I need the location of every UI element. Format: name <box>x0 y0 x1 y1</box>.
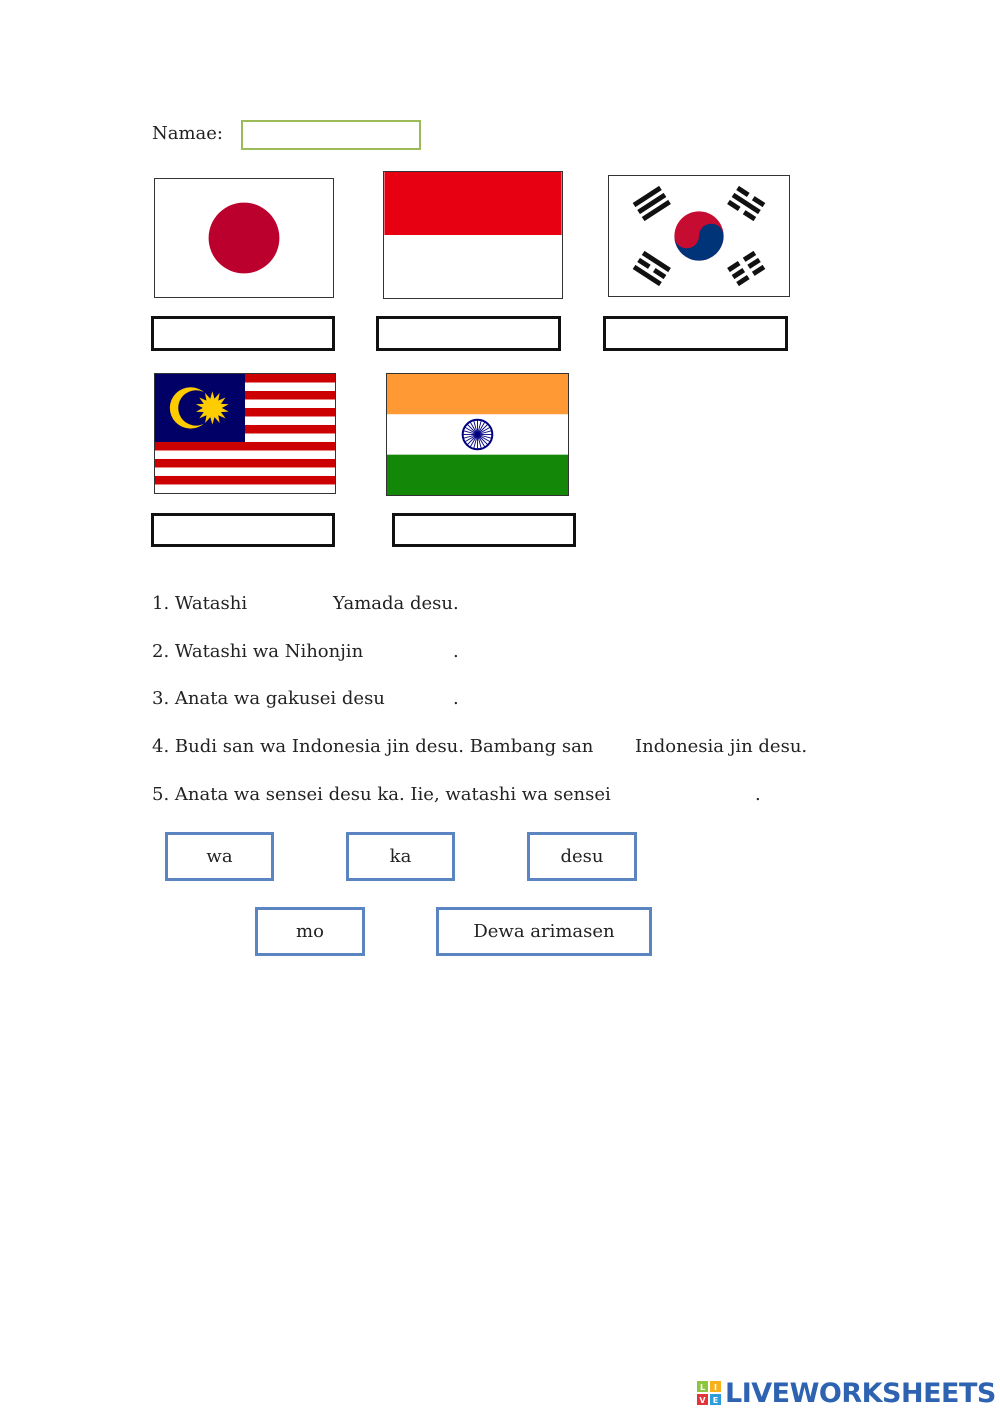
word-tile-dewa-arimasen[interactable]: Dewa arimasen <box>436 907 652 956</box>
word-tile-ka[interactable]: ka <box>346 832 455 881</box>
logo-letter-e: E <box>712 1396 719 1405</box>
answer-box-india[interactable] <box>392 513 576 547</box>
logo-letter-v: V <box>699 1396 706 1405</box>
question-2-blank[interactable] <box>360 636 450 666</box>
question-3-end: . <box>453 688 459 709</box>
question-5-end: . <box>755 784 761 805</box>
question-1-end: Yamada desu. <box>333 593 459 614</box>
south-korea-flag-icon <box>608 175 790 297</box>
india-flag-icon <box>386 373 569 496</box>
malaysia-flag-icon <box>154 373 336 494</box>
question-4-start: 4. Budi san wa Indonesia jin desu. Bambang san <box>152 736 594 757</box>
liveworksheets-logo-icon <box>697 1381 721 1405</box>
question-1-start: 1. Watashi <box>152 593 248 614</box>
question-1-blank[interactable] <box>250 588 325 618</box>
japan-flag-icon <box>154 178 334 298</box>
question-2-start: 2. Watashi wa Nihonjin <box>152 641 364 662</box>
liveworksheets-logo-text: LIVEWORKSHEETS <box>725 1377 996 1409</box>
question-3-start: 3. Anata wa gakusei desu <box>152 688 385 709</box>
word-tile-wa[interactable]: wa <box>165 832 274 881</box>
indonesia-flag-icon <box>383 171 563 299</box>
question-3-blank[interactable] <box>372 683 450 713</box>
answer-box-japan[interactable] <box>151 316 335 351</box>
word-tile-desu[interactable]: desu <box>527 832 637 881</box>
name-input[interactable] <box>241 120 421 150</box>
answer-box-indonesia[interactable] <box>376 316 561 351</box>
answer-box-malaysia[interactable] <box>151 513 335 547</box>
liveworksheets-logo[interactable] <box>697 1378 996 1408</box>
logo-letter-l: L <box>699 1383 706 1392</box>
logo-letter-i: I <box>714 1383 717 1392</box>
question-5-blank[interactable] <box>582 779 752 809</box>
question-4-end: Indonesia jin desu. <box>635 736 808 757</box>
question-4-blank[interactable] <box>566 731 630 761</box>
name-label: Namae: <box>152 123 223 144</box>
question-5-start: 5. Anata wa sensei desu ka. Iie, watashi wa sensei <box>152 784 611 805</box>
word-tile-mo[interactable]: mo <box>255 907 365 956</box>
question-2-end: . <box>453 641 459 662</box>
answer-box-south-korea[interactable] <box>603 316 788 351</box>
